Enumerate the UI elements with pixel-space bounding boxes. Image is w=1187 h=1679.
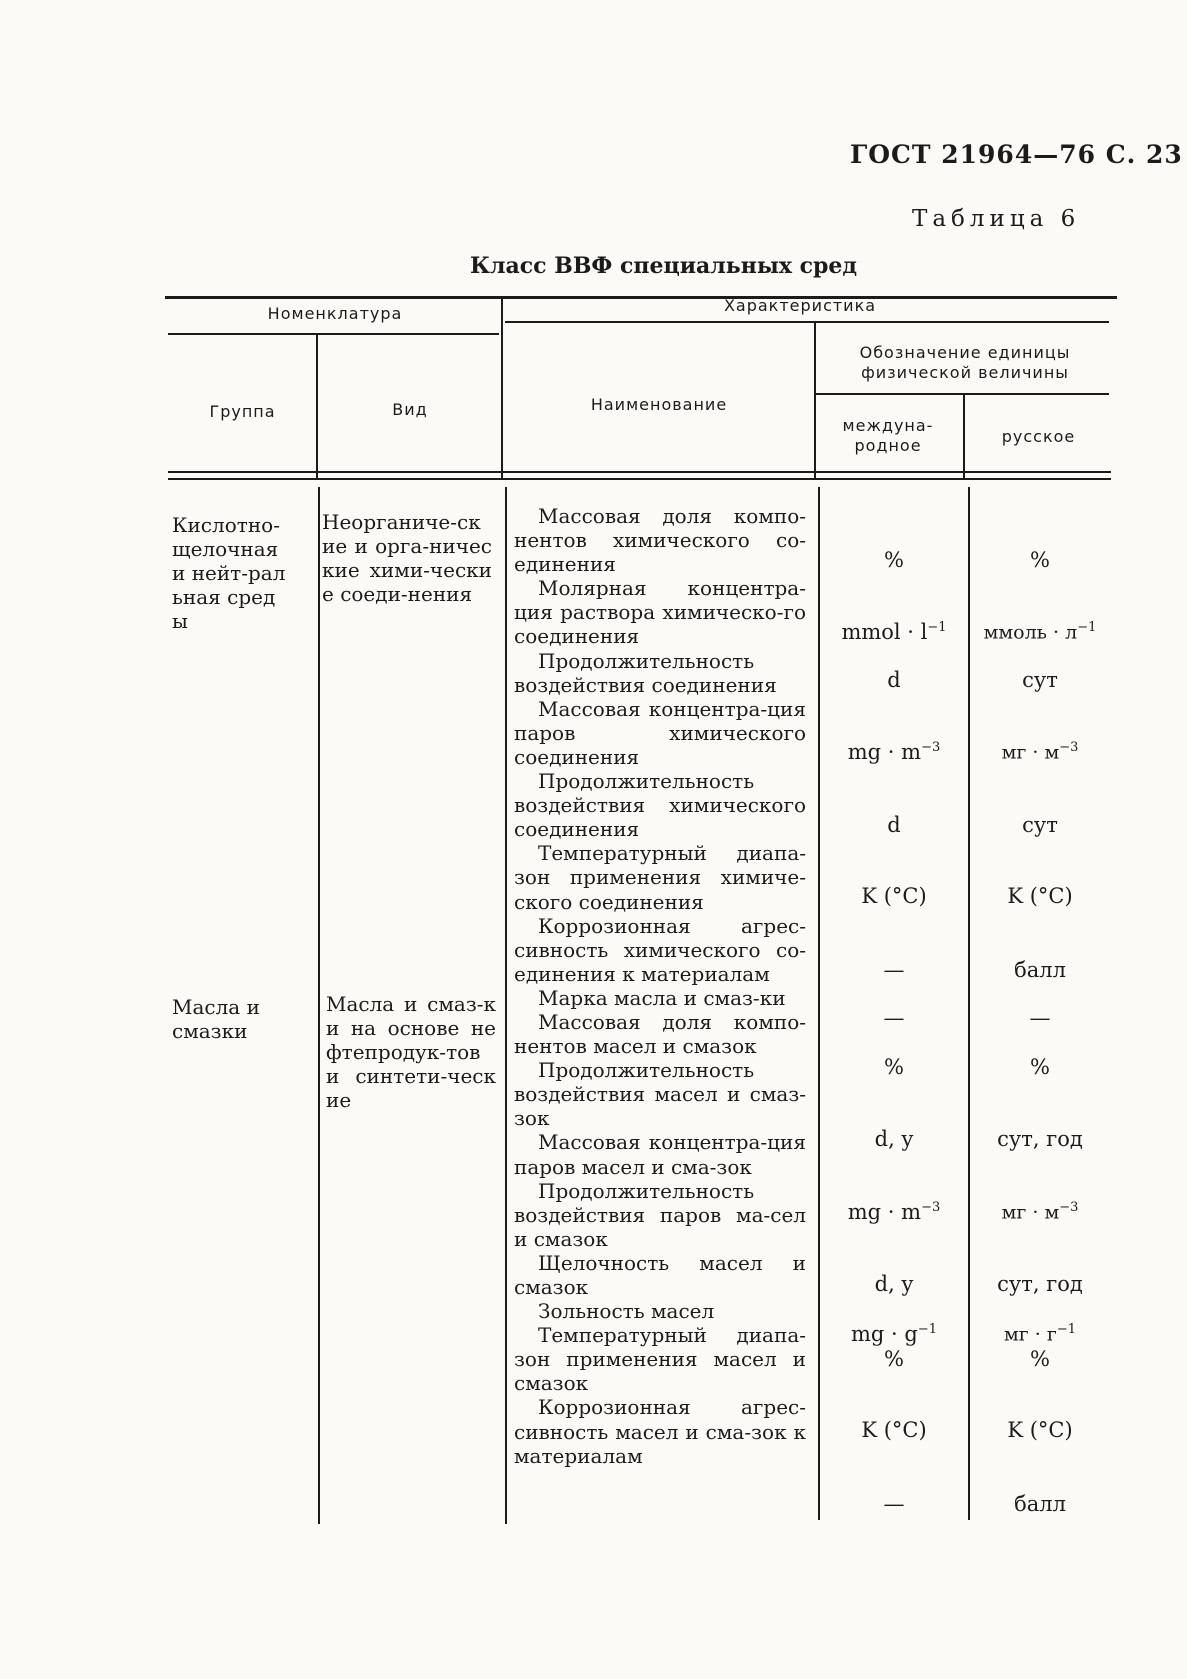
unit-rus: % [1030,1055,1050,1079]
unit-rus: балл [1014,958,1066,982]
unit-rus: сут, год [997,1272,1083,1296]
col-divider-4 [963,395,965,480]
header-russian: русское [1001,427,1076,446]
unit-rus: K (°C) [1007,1418,1073,1442]
row-name: Продолжительность воздействия паров ма-сел и смазок [514,1178,806,1251]
row-name: Марка масла и смаз-ки [538,985,786,1010]
group-acid-alkaline: Кислотно-щелочная и нейт-ральная среды [172,513,286,633]
row-name: Массовая концентра-ция паров химического соединения [514,696,806,769]
unit-rus: % [1030,548,1050,572]
kind-oils-lubricants: Масла и смаз-ки на основе нефтепродук-тов и синтети-ческие [326,992,496,1112]
row-name: Молярная концентра-ция раствора химическо-го соединения [514,576,806,649]
unit-intl: mmol · $l^{-1}$ [841,620,947,644]
col-divider-2-body [505,487,507,1524]
unit-rus: K (°C) [1007,884,1073,908]
row-name: Массовая концентра-ция паров масел и сма-зок [514,1130,806,1179]
unit-intl: mg · $m^{-3}$ [847,740,941,764]
row-name: Продолжительность воздействия масел и смаз-зок [514,1058,806,1131]
group-oils-lubricants: Масла и смазки [172,995,260,1043]
kind-chemical-compounds: Неорганиче-ские и орга-нические хими-ческие соеди-нения [322,510,492,606]
col-divider-3 [814,323,816,480]
unit-rus: ммоль · $л^{-1}$ [983,620,1097,644]
unit-intl: mg · $m^{-3}$ [847,1200,941,1224]
unit-intl: — [883,958,905,982]
document-code: ГОСТ 21964—76 С. 23 [850,140,1183,169]
unit-rus: сут [1022,813,1058,837]
unit-intl: d, y [874,1127,914,1151]
names-column [514,504,806,1468]
unit-rus: % [1030,1347,1050,1371]
header-characteristic: Характеристика [723,296,877,315]
unit-rus: мг · $м^{-3}$ [1001,1200,1079,1224]
row-name: Коррозионная агрес-сивность масел и сма-зок к материалам [514,1395,806,1468]
unit-intl: K (°C) [861,1418,927,1442]
unit-intl: d, y [874,1272,914,1296]
header-name: Наименование [590,395,728,414]
row-name: Коррозионная агрес-сивность химического со-единения к материалам [514,913,806,986]
unit-intl: K (°C) [861,884,927,908]
unit-intl: — [883,1492,905,1516]
unit-intl: — [883,1006,905,1030]
col-divider-1-body [318,487,320,1524]
unit-intl: d [887,813,901,837]
unit-rus: мг · $г^{-1}$ [1004,1322,1076,1346]
unit-rus: мг · $м^{-3}$ [1001,740,1079,764]
unit-intl: mg · $g^{-1}$ [851,1322,937,1346]
header-nomenclature: Номенклатура [267,304,403,323]
unit-intl: d [887,668,901,692]
header-group: Группа [209,402,276,421]
unit-intl: % [884,548,904,572]
header-unit-designation: Обозначение единицы физической величины [859,343,1071,382]
unit-intl: % [884,1347,904,1371]
row-name: Массовая доля компо-нентов масел и смазок [514,1009,806,1059]
unit-intl: % [884,1055,904,1079]
row-name: Температурный диапа-зон применения химиче-ского соединения [514,841,806,914]
row-name: Щелочность масел и смазок [514,1250,806,1299]
row-name: Температурный диапа-зон применения масел и смазок [514,1323,806,1396]
unit-rus: балл [1014,1492,1066,1516]
row-name: Массовая доля компо-нентов химического со-единения [514,504,806,577]
header-international: междуна-родное [842,416,934,455]
row-name: Продолжительность воздействия химического соединения [514,769,806,842]
row-name: Зольность масел [538,1299,715,1324]
table-title: Класс ВВФ специальных сред [470,253,858,279]
table-number: Таблица 6 [912,206,1081,232]
header-kind: Вид [392,400,428,419]
unit-rus: сут [1022,668,1058,692]
unit-rus: сут, год [997,1127,1083,1151]
header-bottom-rule-1 [168,471,1111,473]
characteristic-rule [505,321,1109,323]
col-divider-2 [501,296,503,480]
header-bottom-rule-2 [168,478,1111,480]
unit-rus: — [1029,1006,1051,1030]
col-divider-1 [316,335,318,480]
row-name: Продолжительность воздействия соединения [514,648,777,697]
nomenclature-rule [168,333,499,335]
